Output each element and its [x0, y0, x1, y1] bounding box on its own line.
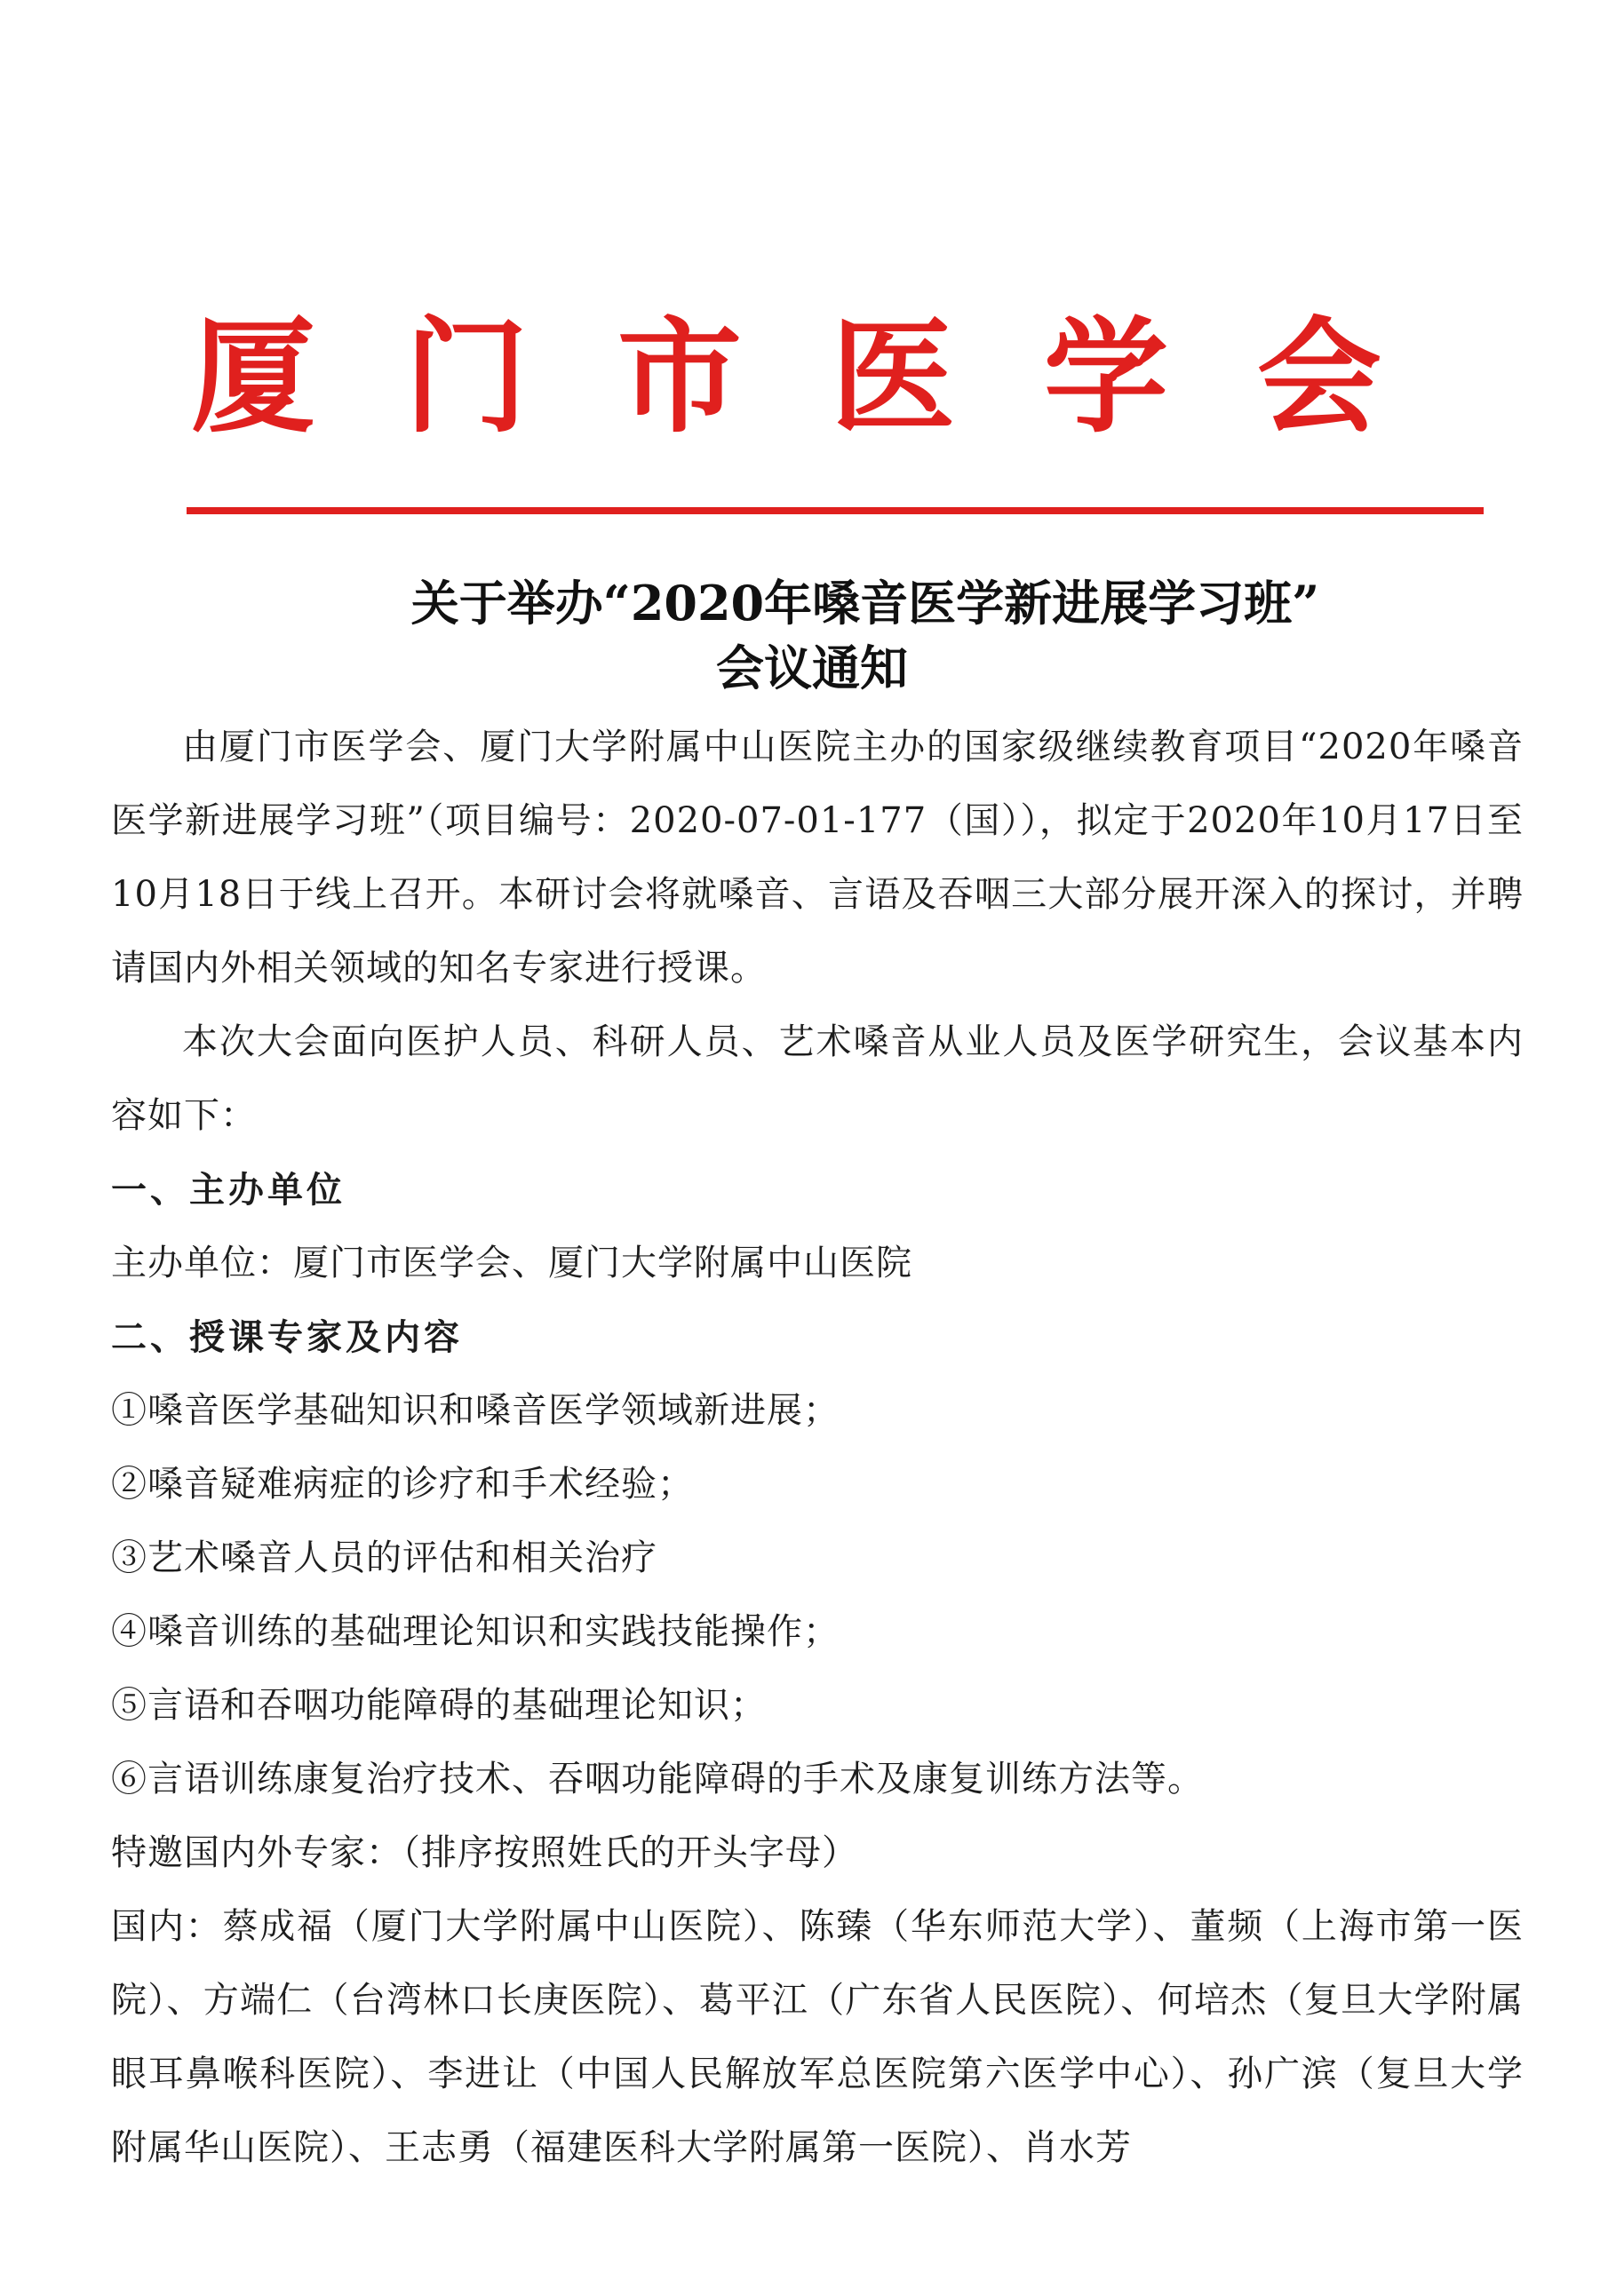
audience-paragraph: 本次大会面向医护人员、科研人员、艺术嗓音从业人员及医学研究生，会议基本内容如下：: [111, 1021, 1524, 1136]
content-item: ①嗓音医学基础知识和嗓音医学领域新进展；: [111, 1390, 840, 1431]
letterhead-char: 会: [1256, 305, 1381, 450]
content-item: ⑤言语和吞咽功能障碍的基础理论知识；: [111, 1685, 767, 1726]
content-item: ⑥言语训练康复治疗技术、吞咽功能障碍的手术及康复训练方法等。: [111, 1759, 1204, 1799]
content-item: ③艺术嗓音人员的评估和相关治疗: [111, 1537, 657, 1578]
experts-intro: 特邀国内外专家：（排序按照姓氏的开头字母）: [111, 1832, 858, 1873]
letterhead-red-rule: [187, 507, 1484, 514]
letterhead-char: 市: [617, 305, 742, 450]
letterhead-char: 门: [403, 305, 529, 450]
notice-title-line1: 关于举办“2020年嗓音医学新进展学习班”: [410, 575, 1320, 632]
section-heading-experts: 二、授课专家及内容: [111, 1316, 463, 1358]
content-item: ②嗓音疑难病症的诊疗和手术经验；: [111, 1464, 694, 1505]
letterhead-title: [191, 302, 1381, 453]
content-item: ④嗓音训练的基础理论知识和实践技能操作；: [111, 1611, 840, 1652]
organizer-text: 主办单位：厦门市医学会、厦门大学附属中山医院: [111, 1243, 912, 1283]
letterhead-char: 学: [1043, 305, 1168, 450]
notice-title-line2: 会议通知: [716, 640, 908, 696]
section-heading-organizer: 一、主办单位: [111, 1169, 346, 1211]
intro-paragraph: 由厦门市医学会、厦门大学附属中山医院主办的国家级继续教育项目“2020年嗓音医学新进展学习班”（项目编号：2020-07-01-177（国）），拟定于2020年10月17日至10月18日于线上召开。本研讨会将就嗓音、言语及吞咽三大部分展开深入的探讨，并聘请国内外相关领域的知名专家进行授课。: [111, 727, 1524, 989]
notice-body: [111, 711, 1524, 2185]
domestic-experts-list: 国内：蔡成福（厦门大学附属中山医院）、陈臻（华东师范大学）、董频（上海市第一医院）、方端仁（台湾林口长庚医院）、葛平江（广东省人民医院）、何培杰（复旦大学附属眼耳鼻喉科医院）、李进让（中国人民解放军总医院第六医学中心）、孙广滨（复旦大学附属华山医院）、王志勇（福建医科大学附属第一医院）、肖水芳: [111, 1906, 1524, 2168]
letterhead-char: 厦: [191, 305, 316, 450]
letterhead-char: 医: [830, 305, 955, 450]
